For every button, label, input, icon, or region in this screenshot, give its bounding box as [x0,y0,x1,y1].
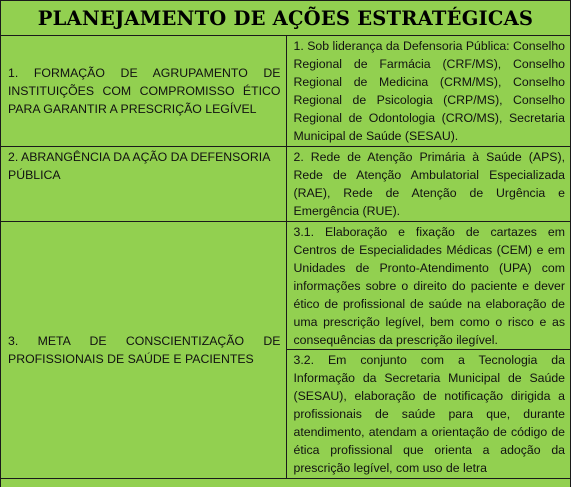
row-3-content [286,222,570,479]
row-3-heading: 3. META DE CONSCIENTIZAÇÃO DE PROFISSIONAIS DE SAÚDE E PACIENTES [1,222,286,479]
row-1-heading: 1. FORMAÇÃO DE AGRUPAMENTO DE INSTITUIÇÕES COM COMPROMISSO ÉTICO PARA GARANTIR A PRESCRIÇÃO LEGÍVEL [1,36,286,147]
row-2-heading: 2. ABRANGÊNCIA DA AÇÃO DA DEFENSORIA PÚBLICA [1,147,286,222]
table-row [1,147,570,222]
table-row [1,36,570,147]
row-2-content: 2. Rede de Atenção Primária à Saúde (APS), Rede de Atenção Ambulatorial Especializada (RAE), Rede de Atenção de Urgência e Emergência (RUE). [286,147,570,222]
row-1-content: 1. Sob liderança da Defensoria Pública: Conselho Regional de Farmácia (CRF/MS), Conselho Regional de Medicina (CRM/MS), Conselho Regional de Psicologia (CRP/MS), Conselho Regional de Odontologia (CRO/MS), Secretaria Municipal de Saúde (SESAU). [286,36,570,147]
table-row [1,222,570,479]
table-title: PLANEJAMENTO DE AÇÕES ESTRATÉGICAS [1,1,570,36]
action-item-3-2: 3.2. Em conjunto com a Tecnologia da Informação da Secretaria Municipal de Saúde (SESAU), elaboração de notificação dirigida a profissionais de saúde para que, durante atendimento, atendam a orientação de código de ética profissional que orienta a adoção da prescrição legível, com uso de letra [287,349,571,477]
action-item-3-1: 3.1. Elaboração e fixação de cartazes em Centros de Especialidades Médicas (CEM) e em Unidades de Pronto-Atendimento (UPA) com informações sobre o direito do paciente e dever ético de profissional de saúde na elaboração de uma prescrição legível, bem como o risco e as consequências da prescrição ilegível. [293,225,565,347]
actions-table [1,36,570,479]
